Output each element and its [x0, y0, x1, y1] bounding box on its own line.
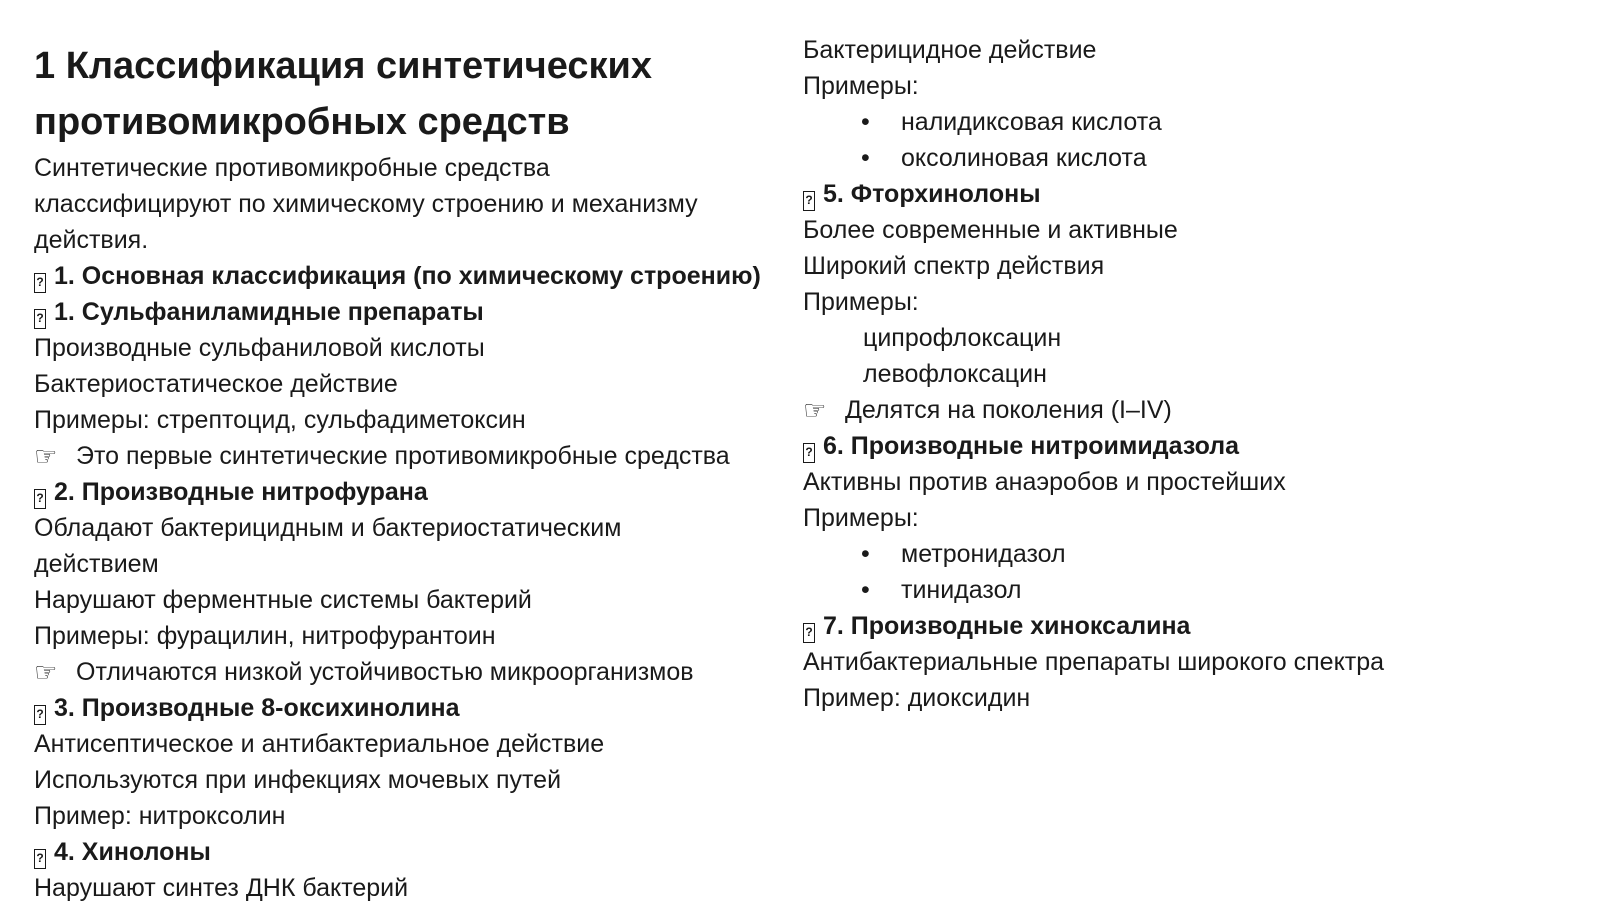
text-line: Широкий спектр действия	[803, 252, 1105, 280]
text-line: Пример: нитроксолин	[34, 802, 286, 830]
text-line: Бактерицидное действие	[803, 36, 1097, 64]
heading-quinoxaline	[803, 608, 1583, 644]
heading-text: 2. Производные нитрофурана	[54, 478, 428, 506]
missing-glyph-icon: ?	[803, 443, 815, 463]
note-line	[34, 438, 794, 474]
missing-glyph-icon: ?	[34, 309, 46, 329]
list-item-text: метронидазол	[901, 540, 1066, 568]
bullet-icon: •	[861, 144, 870, 172]
text-line: Нарушают ферментные системы бактерий	[34, 586, 532, 614]
heading-text: 1. Основная классификация (по химическому строению)	[54, 262, 761, 290]
list-item	[803, 140, 1583, 176]
text-line: Примеры: фурацилин, нитрофурантоин	[34, 622, 496, 650]
text-line: Используются при инфекциях мочевых путей	[34, 766, 562, 794]
right-column	[803, 32, 1583, 716]
note-text: Отличаются низкой устойчивостью микроорганизмов	[76, 658, 694, 686]
text-line: Производные сульфаниловой кислоты	[34, 334, 485, 362]
slide-title	[34, 38, 794, 150]
title-line-1: 1 Классификация синтетических	[34, 45, 653, 87]
note-line	[34, 654, 794, 690]
text-line: Примеры:	[803, 72, 919, 100]
note-text: Делятся на поколения (I–IV)	[845, 396, 1172, 424]
heading-oxyquinoline	[34, 690, 794, 726]
heading-nitrofuran	[34, 474, 794, 510]
heading-nitroimidazole	[803, 428, 1583, 464]
list-item	[803, 572, 1583, 608]
left-column	[34, 38, 794, 906]
text-line: Антибактериальные препараты широкого спектра	[803, 648, 1385, 676]
missing-glyph-icon: ?	[34, 489, 46, 509]
indented-item: левофлоксацин	[863, 360, 1047, 388]
missing-glyph-icon: ?	[34, 273, 46, 293]
pointing-hand-icon: ☞	[34, 657, 58, 687]
heading-sulfonamides	[34, 294, 794, 330]
text-line: Более современные и активные	[803, 216, 1178, 244]
missing-glyph-icon: ?	[34, 849, 46, 869]
text-line: Примеры: стрептоцид, сульфадиметоксин	[34, 406, 526, 434]
missing-glyph-icon: ?	[803, 191, 815, 211]
text-line: Пример: диоксидин	[803, 684, 1031, 712]
text-line: Антисептическое и антибактериальное действие	[34, 730, 605, 758]
text-line: действием	[34, 550, 159, 578]
heading-text: 6. Производные нитроимидазола	[823, 432, 1240, 460]
text-line: Нарушают синтез ДНК бактерий	[34, 874, 409, 902]
title-line-2: противомикробных средств	[34, 101, 570, 143]
intro-line-3: действия.	[34, 226, 149, 254]
heading-text: 5. Фторхинолоны	[823, 180, 1041, 208]
note-text: Это первые синтетические противомикробные средства	[76, 442, 730, 470]
intro-line-2: классифицируют по химическому строению и механизму	[34, 190, 698, 218]
missing-glyph-icon: ?	[803, 623, 815, 643]
pointing-hand-icon: ☞	[34, 441, 58, 471]
indented-item: ципрофлоксацин	[863, 324, 1062, 352]
list-item-text: налидиксовая кислота	[901, 108, 1162, 136]
bullet-icon: •	[861, 540, 870, 568]
bullet-icon: •	[861, 108, 870, 136]
heading-text: 4. Хинолоны	[54, 838, 211, 866]
text-line: Активны против анаэробов и простейших	[803, 468, 1286, 496]
text-line: Примеры:	[803, 288, 919, 316]
bullet-icon: •	[861, 576, 870, 604]
list-item	[803, 104, 1583, 140]
text-line: Бактериостатическое действие	[34, 370, 398, 398]
heading-text: 1. Сульфаниламидные препараты	[54, 298, 484, 326]
text-line: Обладают бактерицидным и бактериостатическим	[34, 514, 622, 542]
list-item-text: тинидазол	[901, 576, 1022, 604]
heading-text: 7. Производные хиноксалина	[823, 612, 1191, 640]
missing-glyph-icon: ?	[34, 705, 46, 725]
text-line: Примеры:	[803, 504, 919, 532]
note-line	[803, 392, 1583, 428]
pointing-hand-icon: ☞	[803, 395, 827, 425]
heading-fluoroquinolones	[803, 176, 1583, 212]
list-item-text: оксолиновая кислота	[901, 144, 1147, 172]
heading-text: 3. Производные 8-оксихинолина	[54, 694, 460, 722]
heading-main-classification	[34, 258, 794, 294]
heading-quinolones	[34, 834, 794, 870]
list-item	[803, 536, 1583, 572]
intro-line-1: Синтетические противомикробные средства	[34, 154, 550, 182]
